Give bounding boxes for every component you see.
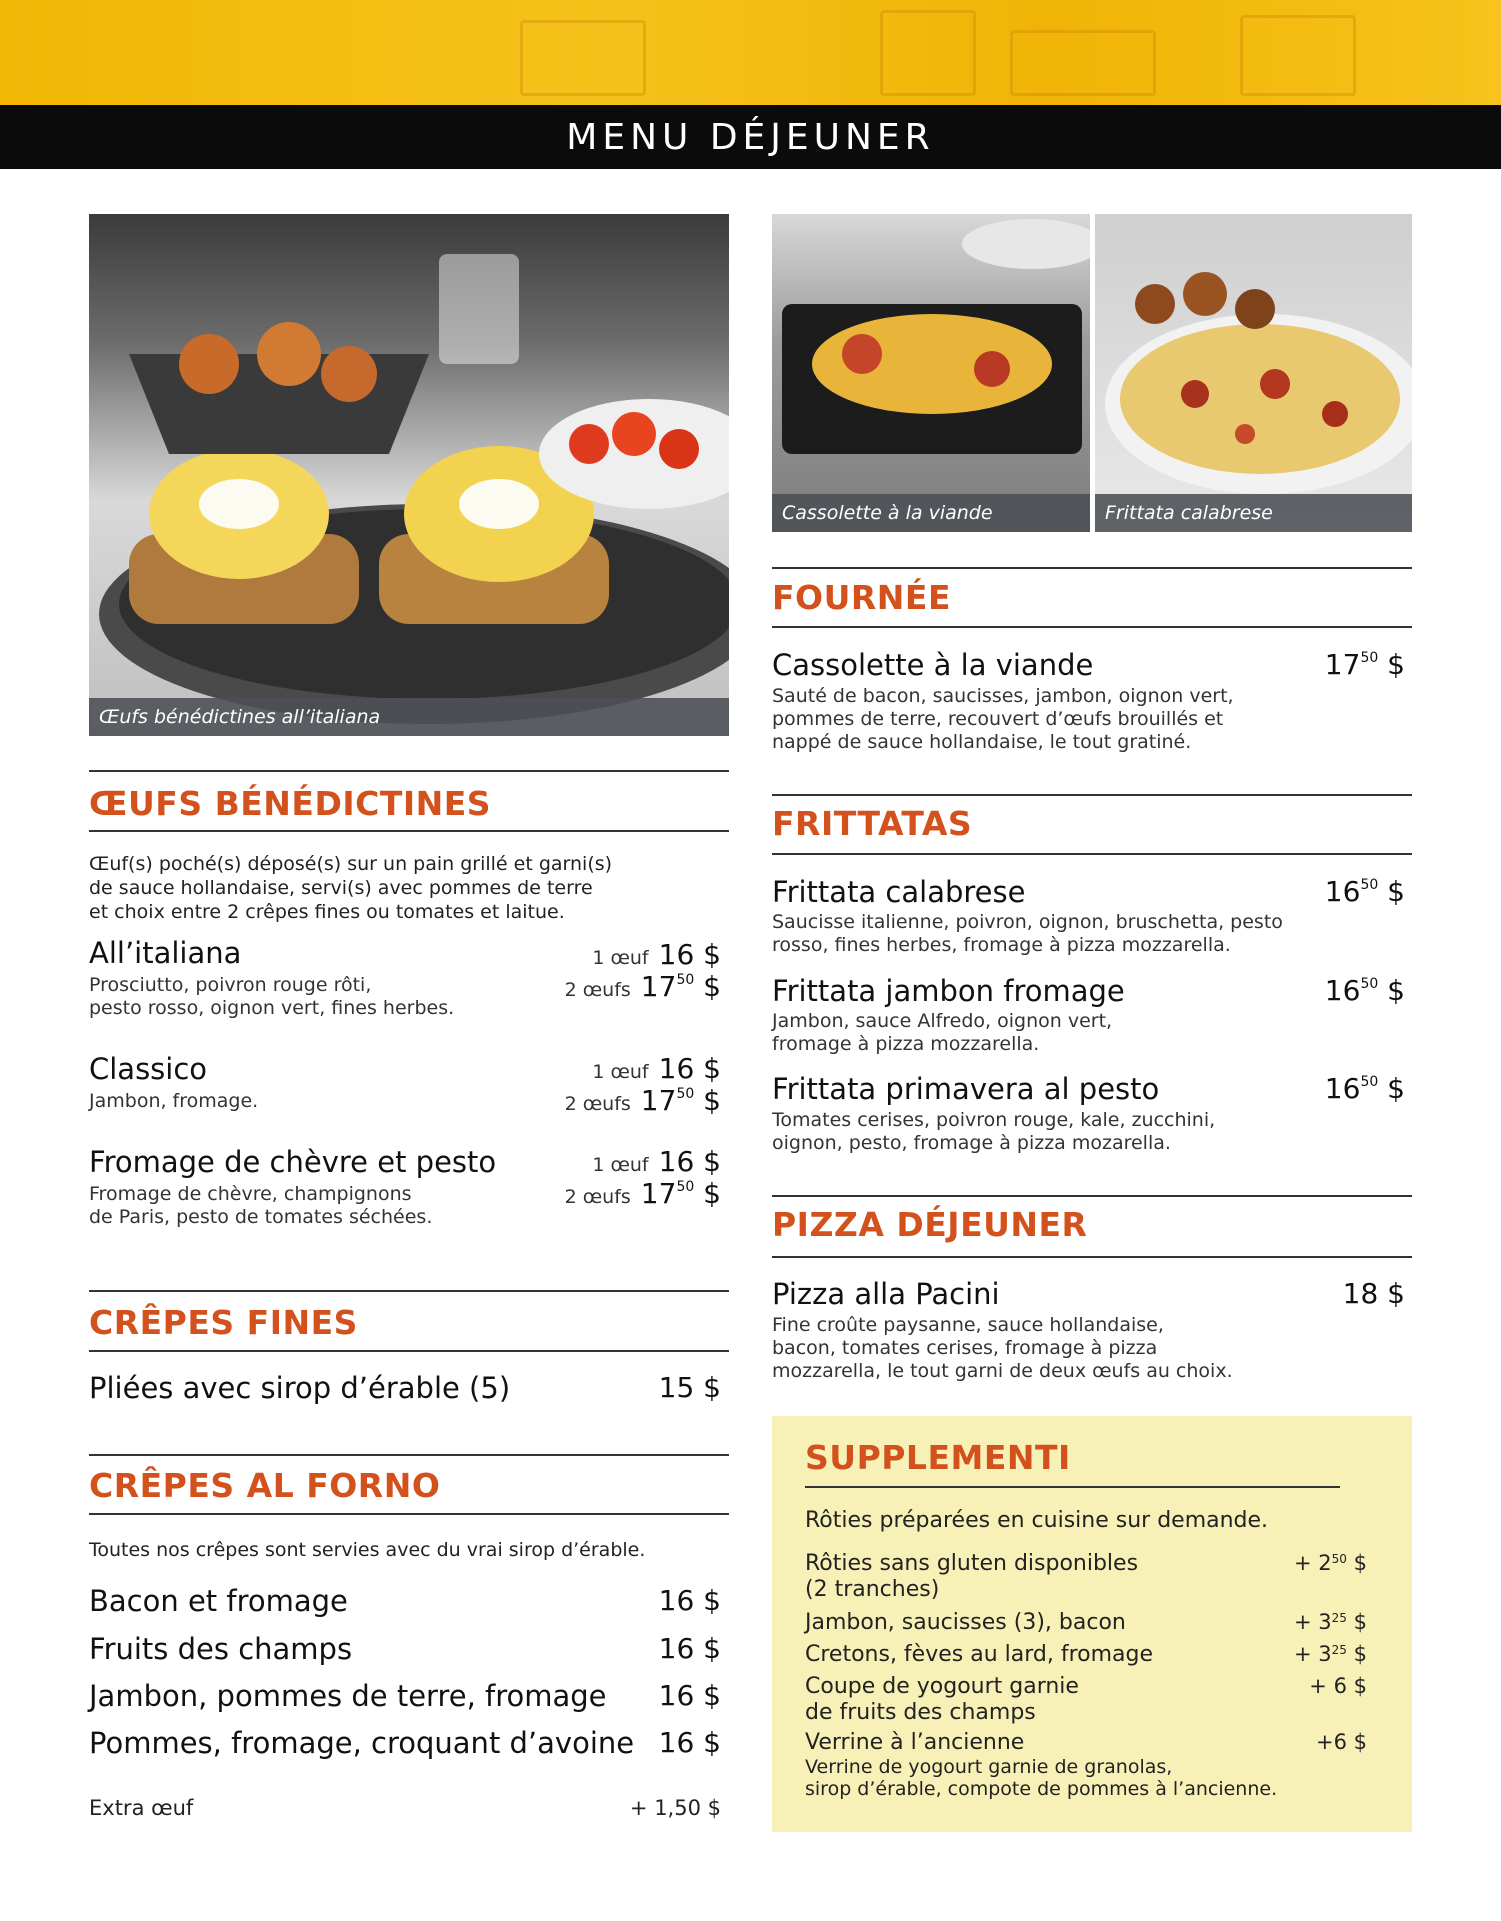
chair-silhouette [520,20,646,96]
item-price: 16 $ [658,1584,721,1617]
verrine-desc [805,1756,1277,1800]
header-banner-image [0,0,1501,105]
photo-caption: Œufs bénédictines all’italiana [89,698,729,736]
supplement-item [805,1551,1138,1603]
item-desc [89,1090,258,1113]
intro-line: Œuf(s) poché(s) déposé(s) sur un pain grillé et garni(s) [89,853,613,875]
desc-line: de Paris, pesto de tomates séchées. [89,1206,433,1228]
item-price: 18 $ [1342,1277,1405,1310]
eggs-benedict-photo [89,214,729,736]
frittata-photo [1095,214,1412,532]
intro-line: et choix entre 2 crêpes fines ou tomates et laitue. [89,901,565,923]
item-name: All’italiana [89,936,242,970]
item-name: Fruits des champs [89,1632,353,1666]
desc-line: Verrine de yogourt garnie de granolas, [805,1756,1173,1778]
divider [772,1256,1412,1258]
price-one-egg: 1 œuf 16 $ [592,938,721,971]
item-name: Cassolette à la viande [772,648,1094,682]
supplement-price: + 6 $ [1309,1674,1367,1698]
item-price: 16 $ [658,1679,721,1712]
supplement-label: Cretons, fèves au lard, fromage [805,1642,1154,1667]
item-price: 16 $ [658,1632,721,1665]
item-price: $16^{50}$ $ [1324,1072,1405,1105]
divider [89,770,729,772]
desc-line: Fine croûte paysanne, sauce hollandaise, [772,1314,1164,1336]
divider [89,830,729,832]
supplement-item [805,1730,1024,1756]
desc-line: Sauté de bacon, saucisses, jambon, oignon vert, [772,685,1234,707]
supplement-label: Coupe de yogourt garnie [805,1674,1079,1699]
item-name: Classico [89,1052,208,1086]
section-title-crepes-forno: CRÊPES AL FORNO [89,1466,441,1505]
cassolette-illustration [772,214,1090,532]
divider [89,1454,729,1456]
desc-line: fromage à pizza mozzarella. [772,1033,1040,1055]
photo-caption: Frittata calabrese [1095,494,1412,532]
item-price: $17^{50}$ $ [1324,648,1405,681]
desc-line: pesto rosso, oignon vert, fines herbes. [89,997,455,1019]
desc-line: Jambon, fromage. [89,1090,259,1112]
item-name: Frittata jambon fromage [772,974,1125,1008]
desc-line: Tomates cerises, poivron rouge, kale, zucchini, [772,1109,1216,1131]
item-price: $16^{50}$ $ [1324,974,1405,1007]
price-two-eggs: 2 œufs $17^{50}$ $ [564,1177,721,1210]
oeufs-intro [89,852,612,924]
chair-silhouette [880,10,976,96]
supplement-price: + $3^{25}$ $ [1294,1610,1367,1634]
supplement-price: + $2^{50}$ $ [1294,1551,1367,1575]
divider [772,853,1412,855]
supplement-price: + $3^{25}$ $ [1294,1642,1367,1666]
table-silhouette [1010,30,1156,96]
divider [89,1350,729,1352]
extra-egg-label: Extra œuf [89,1796,194,1820]
divider [772,1195,1412,1197]
supplement-label: Rôties sans gluten disponibles [805,1551,1139,1576]
page-title: MENU DÉJEUNER [566,116,935,158]
desc-line: bacon, tomates cerises, fromage à pizza [772,1337,1158,1359]
chair-silhouette [1240,15,1356,96]
desc-line: Jambon, sauce Alfredo, oignon vert, [772,1010,1113,1032]
item-name: Frittata primavera al pesto [772,1072,1160,1106]
supplement-price: +6 $ [1315,1730,1367,1754]
eggs-benedict-illustration [89,214,729,736]
supplement-label: de fruits des champs [805,1700,1036,1725]
supplementi-intro: Rôties préparées en cuisine sur demande. [805,1508,1269,1533]
item-name: Frittata calabrese [772,875,1026,909]
section-title-pizza: PIZZA DÉJEUNER [772,1205,1088,1244]
title-bar [0,105,1501,169]
supplement-label: (2 tranches) [805,1577,940,1602]
item-desc [772,1109,1215,1155]
item-price: $16^{50}$ $ [1324,875,1405,908]
price-two-eggs: 2 œufs $17^{50}$ $ [564,1084,721,1117]
section-title-fournee: FOURNÉE [772,578,952,617]
divider [805,1486,1340,1488]
frittata-illustration [1095,214,1412,532]
item-name: Pizza alla Pacini [772,1277,1000,1311]
desc-line: rosso, fines herbes, fromage à pizza mozzarella. [772,934,1231,956]
item-desc [89,974,454,1020]
desc-line: mozzarella, le tout garni de deux œufs au choix. [772,1360,1233,1382]
section-title-crepes-fines: CRÊPES FINES [89,1303,358,1342]
price-two-eggs: 2 œufs $17^{50}$ $ [564,970,721,1003]
desc-line: Fromage de chèvre, champignons [89,1183,412,1205]
section-title-oeufs: ŒUFS BÉNÉDICTINES [89,784,492,823]
divider [772,567,1412,569]
supplement-label: Verrine à l’ancienne [805,1730,1025,1755]
item-price: 15 $ [658,1371,721,1404]
divider [89,1290,729,1292]
price-one-egg: 1 œuf 16 $ [592,1052,721,1085]
supplement-item [805,1610,1126,1636]
section-title-supplementi: SUPPLEMENTI [805,1438,1071,1477]
photo-caption: Cassolette à la viande [772,494,1090,532]
item-name: Pommes, fromage, croquant d’avoine [89,1726,635,1760]
extra-egg-price: + 1,50 $ [629,1796,721,1820]
item-desc [772,1314,1233,1383]
item-desc [89,1183,432,1229]
cassolette-photo [772,214,1090,532]
divider [772,794,1412,796]
supplement-item [805,1674,1079,1726]
desc-line: Prosciutto, poivron rouge rôti, [89,974,372,996]
desc-line: oignon, pesto, fromage à pizza mozarella. [772,1132,1171,1154]
desc-line: sirop d’érable, compote de pommes à l’ancienne. [805,1778,1278,1800]
item-price: 16 $ [658,1726,721,1759]
crepes-forno-intro: Toutes nos crêpes sont servies avec du vrai sirop d’érable. [89,1539,646,1561]
supplement-label: Jambon, saucisses (3), bacon [805,1610,1126,1635]
section-title-frittatas: FRITTATAS [772,804,973,843]
item-name: Pliées avec sirop d’érable (5) [89,1371,511,1405]
supplementi-box [772,1416,1412,1832]
item-desc [772,911,1283,957]
item-desc [772,685,1234,754]
item-name: Fromage de chèvre et pesto [89,1145,497,1179]
item-name: Jambon, pommes de terre, fromage [89,1679,607,1713]
desc-line: Saucisse italienne, poivron, oignon, bruschetta, pesto [772,911,1283,933]
item-name: Bacon et fromage [89,1584,348,1618]
intro-line: de sauce hollandaise, servi(s) avec pommes de terre [89,877,593,899]
desc-line: pommes de terre, recouvert d’œufs brouillés et [772,708,1224,730]
supplement-item [805,1642,1153,1668]
divider [772,626,1412,628]
desc-line: nappé de sauce hollandaise, le tout gratiné. [772,731,1192,753]
divider [89,1513,729,1515]
price-one-egg: 1 œuf 16 $ [592,1145,721,1178]
item-desc [772,1010,1112,1056]
